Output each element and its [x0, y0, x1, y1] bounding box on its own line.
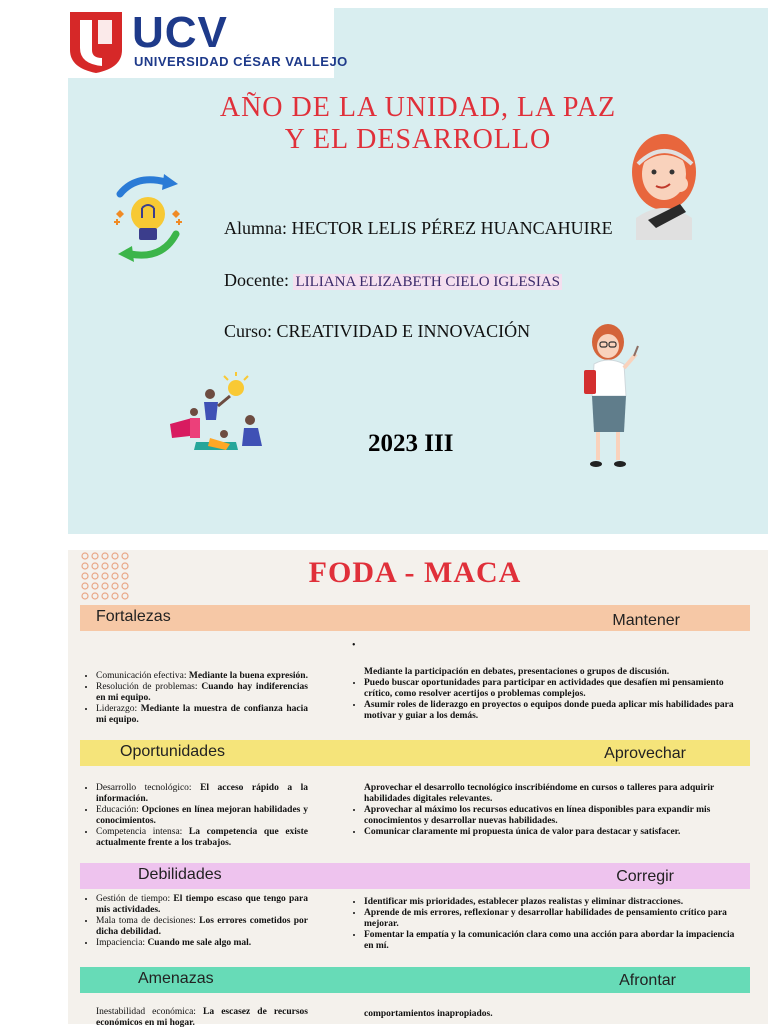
item-label: Inestabilidad económica: [96, 1007, 196, 1017]
cover-title-line1: AÑO DE LA UNIDAD, LA PAZ [219, 92, 617, 123]
corregir-header: Corregir [616, 868, 674, 885]
item-text: Los errores cometidos por dicha debilidad. [96, 916, 309, 937]
item-label: Mala toma de decisiones: [96, 916, 196, 926]
debilidades-band [80, 863, 750, 889]
teacher-illustration [578, 320, 644, 472]
fortalezas-list [84, 671, 308, 726]
aprovechar-header: Aprovechar [604, 745, 686, 762]
course-name: CREATIVIDAD E INNOVACIÓN [276, 321, 531, 341]
list-item [96, 827, 308, 849]
logo-subtitle: UNIVERSIDAD CÉSAR VALLEJO [134, 54, 348, 69]
amenazas-header: Amenazas [138, 970, 214, 987]
cover-title-line2: Y EL DESARROLLO [284, 124, 552, 155]
item-label: Comunicación efectiva: [96, 671, 187, 681]
lightbulb-cycle-icon [106, 172, 190, 264]
afrontar-text [352, 1009, 756, 1020]
mantener-list [352, 667, 744, 722]
course-line [224, 321, 530, 342]
list-item [96, 783, 308, 805]
afrontar-header: Afrontar [619, 972, 676, 989]
amenazas-band [80, 967, 750, 993]
item-text: Opciones en línea mejoran habilidades y conocimientos. [96, 805, 308, 826]
mantener-bullet: • [352, 640, 356, 651]
cover-title [200, 92, 636, 156]
list-item [364, 827, 744, 838]
item-label: Gestión de tiempo: [96, 894, 171, 904]
list-item [96, 805, 308, 827]
item-text: comportamientos inapropiados. [364, 1009, 493, 1019]
list-item [96, 916, 308, 938]
item-text: Aprovechar al máximo los recursos educativos en línea disponibles para expandir mis conocimientos y desarrollar nuevas habilidades. [364, 805, 711, 826]
item-text: Mediante la muestra de confianza hacia mi equipo. [96, 704, 309, 725]
list-item [96, 938, 308, 949]
mantener-header: Mantener [612, 612, 680, 629]
item-text: El acceso rápido a la información. [96, 783, 308, 804]
item-label: Desarrollo tecnológico: [96, 783, 192, 793]
item-text: Identificar mis prioridades, establecer plazos realistas y eliminar distracciones. [364, 897, 684, 907]
girl-avatar-icon [626, 128, 702, 242]
list-item [96, 671, 308, 682]
item-text: El tiempo escaso que tengo para mis actividades. [96, 894, 309, 915]
list-item [364, 700, 744, 722]
corregir-list [352, 897, 744, 952]
foda-title: FODA - MACA [308, 556, 522, 589]
teamwork-illustration [166, 372, 270, 456]
oportunidades-header: Oportunidades [120, 743, 225, 760]
list-item [364, 678, 744, 700]
item-text: Asumir roles de liderazgo en proyectos o equipos donde pueda aplicar mis habilidades para motivar y guiar a los demás. [364, 700, 734, 721]
list-item [364, 805, 744, 827]
list-item [96, 894, 308, 916]
item-label: Competencia intensa: [96, 827, 183, 837]
debilidades-header: Debilidades [138, 866, 222, 883]
item-text: Fomentar la empatía y la comunicación clara como una acción para abordar la impaciencia en mí. [364, 930, 735, 951]
student-label: Alumna: [224, 218, 287, 238]
oportunidades-band [80, 740, 750, 766]
aprovechar-intro: Aprovechar el desarrollo tecnológico inscribiéndome en cursos o talleres para adquirir habilidades digitales relevantes. [364, 783, 715, 804]
year-label: 2023 III [368, 430, 454, 457]
oportunidades-list [84, 783, 308, 849]
dot-pattern-decoration [80, 552, 134, 604]
item-text: La escasez de recursos económicos en mi hogar. [96, 1007, 309, 1028]
list-item [364, 908, 744, 930]
debilidades-list [84, 894, 308, 949]
course-label: Curso: [224, 321, 273, 341]
item-text: Cuando hay indiferencias en mi equipo. [96, 682, 308, 703]
fortalezas-header: Fortalezas [96, 608, 171, 625]
aprovechar-list [352, 783, 744, 838]
item-text: Comunicar claramente mi propuesta única de valor para destacar y satisfacer. [364, 827, 681, 837]
item-label: Educación: [96, 805, 139, 815]
student-line [224, 218, 613, 239]
amenazas-text [84, 1007, 308, 1029]
teacher-label: Docente: [224, 270, 289, 290]
student-name: HECTOR LELIS PÉREZ HUANCAHUIRE [291, 218, 613, 238]
item-text: Puedo buscar oportunidades para participar en actividades que desafíen mi pensamiento crítico, como resolver acertijos o problemas complejos. [364, 678, 724, 699]
item-label: Liderazgo: [96, 704, 138, 714]
item-text: Mediante la buena expresión. [188, 671, 308, 681]
list-item [364, 897, 744, 908]
logo-brand: UCV [132, 8, 228, 57]
ucv-logo [68, 8, 348, 78]
teacher-line [224, 270, 562, 291]
ucv-shield-icon [68, 10, 124, 74]
mantener-intro: Mediante la participación en debates, presentaciones o grupos de discusión. [364, 667, 670, 677]
list-item [96, 704, 308, 726]
list-item [364, 930, 744, 952]
item-text: Aprende de mis errores, reflexionar y desarrollar habilidades de pensamiento crítico para mejorar. [364, 908, 727, 929]
item-text: Cuando me sale algo mal. [147, 938, 252, 948]
item-label: Resolución de problemas: [96, 682, 198, 692]
fortalezas-band [80, 605, 750, 631]
item-text: La competencia que existe actualmente frente a los trabajos. [96, 827, 308, 848]
item-label: Impaciencia: [96, 938, 146, 948]
list-item [96, 682, 308, 704]
teacher-name: LILIANA ELIZABETH CIELO IGLESIAS [295, 274, 561, 290]
